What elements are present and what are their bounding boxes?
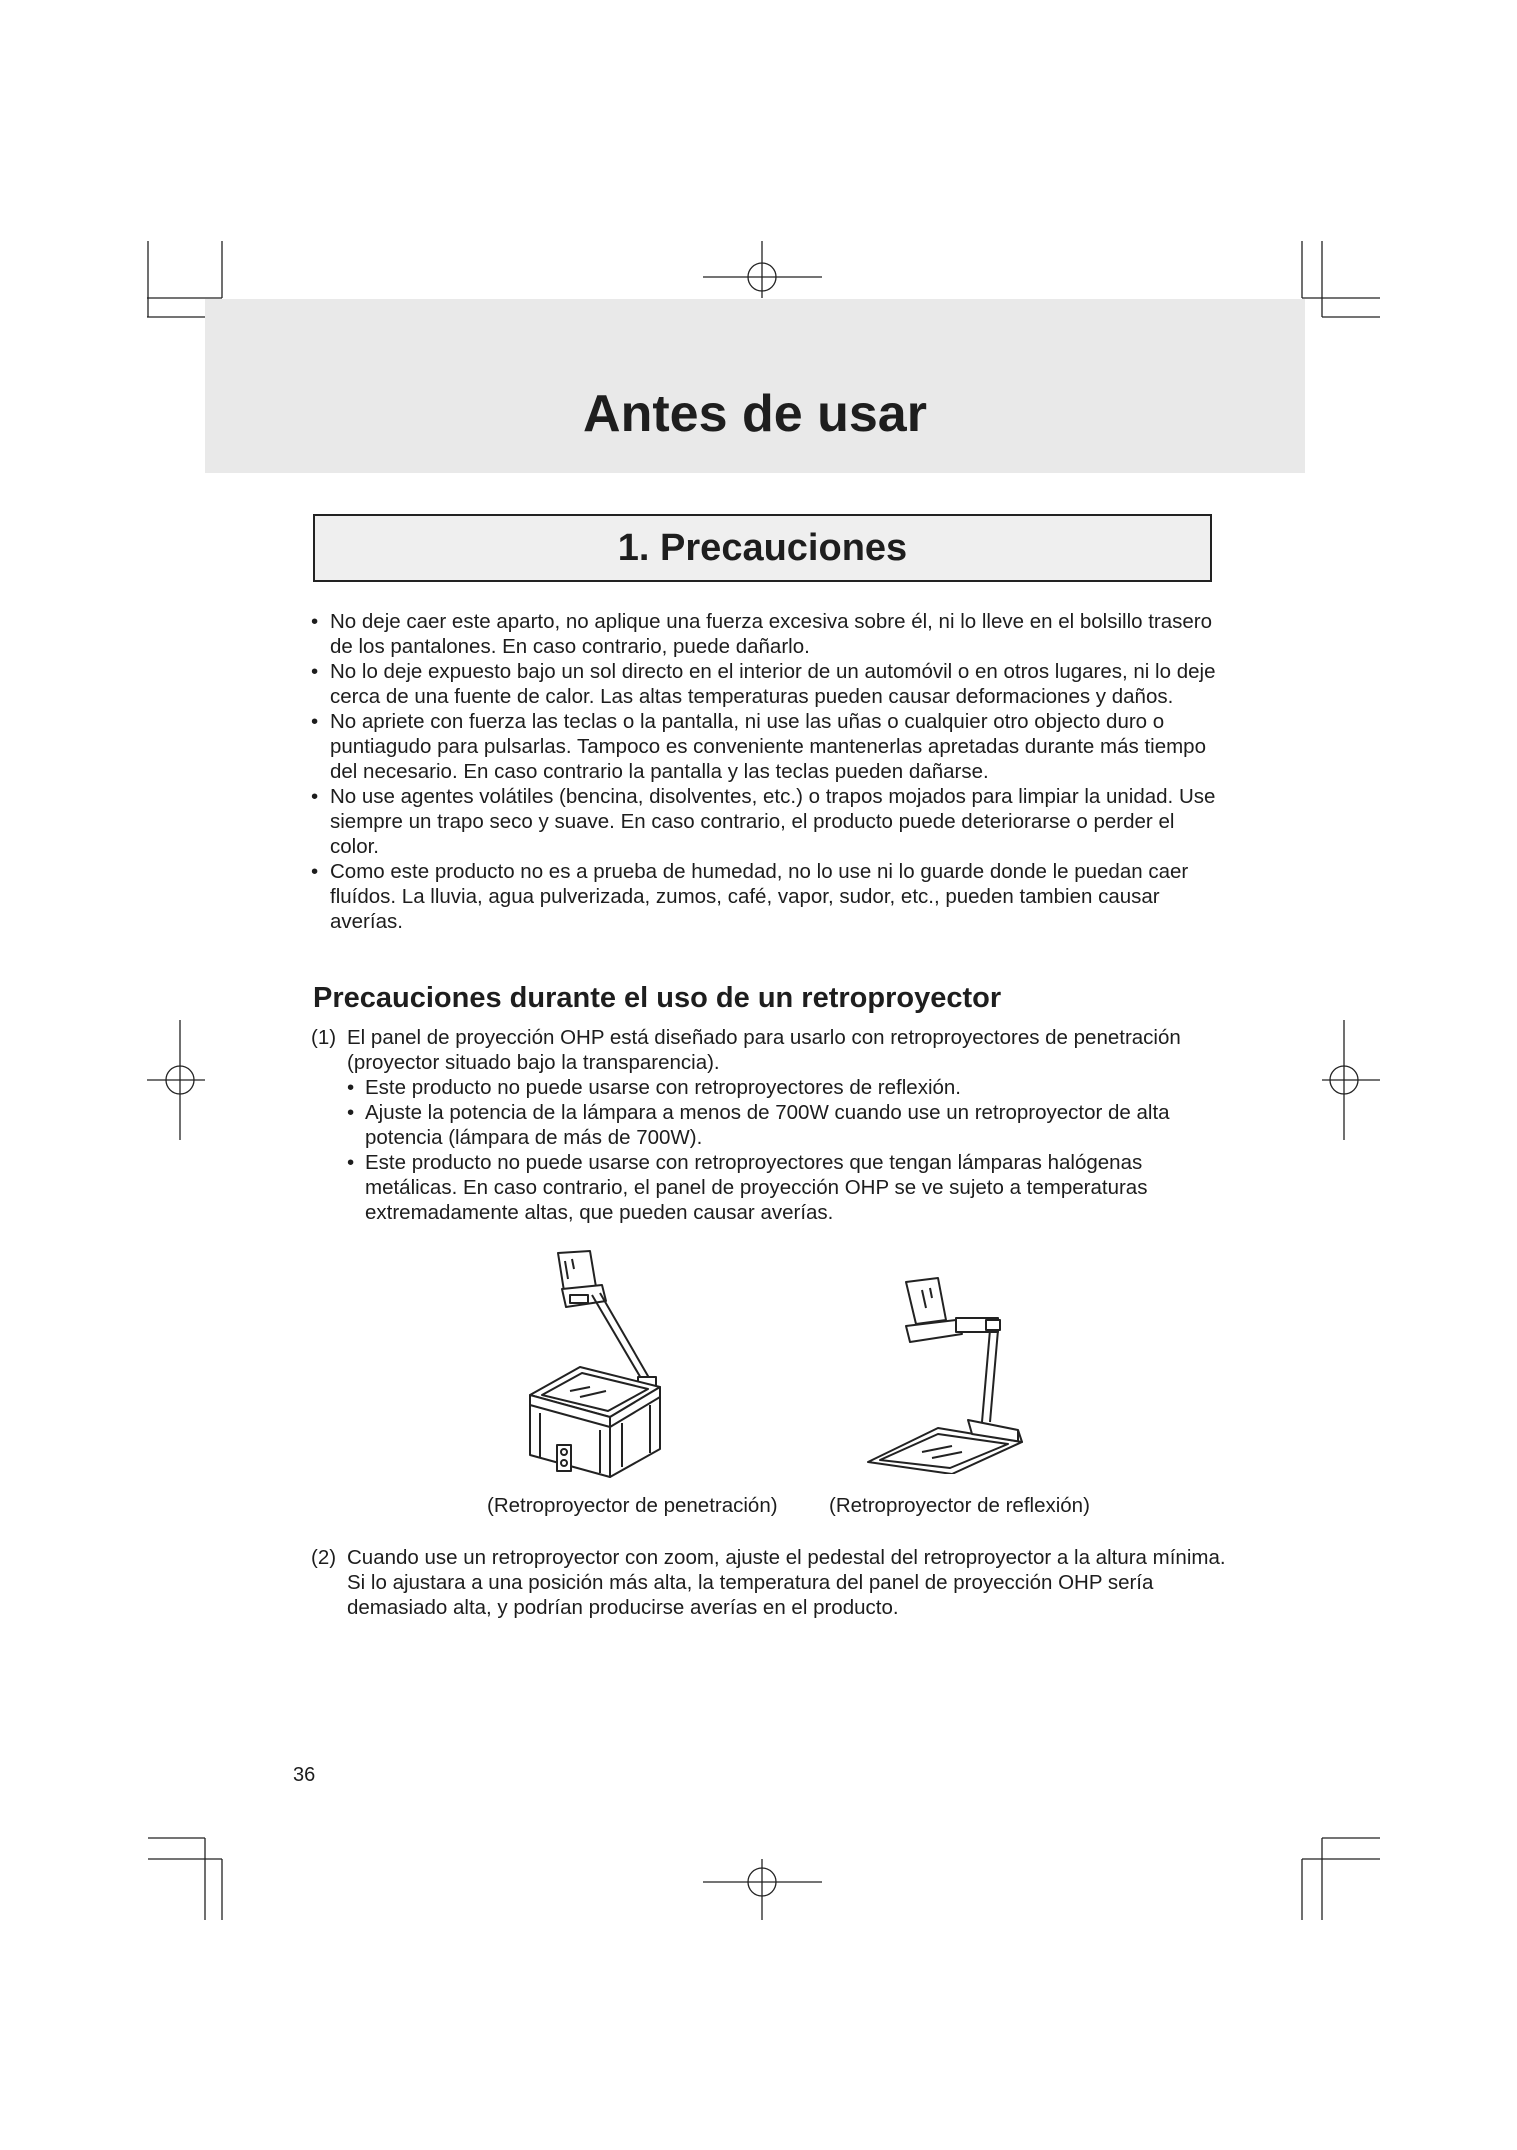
item-text: Si lo ajustara a una posición más alta, la temperatura del panel de proyección OHP sería demasiado alta, y podrían producirse averías en el producto. [347, 1571, 1154, 1619]
item-text: Cuando use un retroproyector con zoom, ajuste el pedestal del retroproyector a la altura mínima. [347, 1546, 1226, 1569]
caption-reflection: (Retroproyector de reflexión) [829, 1494, 1090, 1517]
list-item [309, 859, 1229, 934]
list-item-text: No apriete con fuerza las teclas o la pantalla, ni use las uñas o cualquier otro objecto duro o puntiagudo para pulsarlas. Tampoco es conveniente mantenerlas apretadas durante más tiempo del necesario. En caso contrario la pantalla y las teclas pueden dañarse. [330, 710, 1206, 783]
section-title: 1. Precauciones [617, 527, 908, 569]
list-item [309, 784, 1229, 859]
bullet-icon: • [347, 1101, 355, 1124]
list-item-text: Como este producto no es a prueba de humedad, no lo use ni lo guarde donde le puedan caer fluídos. La lluvia, agua pulverizada, zumos, café, vapor, sudor, etc., pueden tambien causar averías. [330, 860, 1189, 933]
caption-penetration: (Retroproyector de penetración) [487, 1494, 778, 1517]
bullet-icon: • [347, 1151, 355, 1174]
bullet-icon: • [311, 860, 319, 883]
list-item-text: No deje caer este aparto, no aplique una fuerza excesiva sobre él, ni lo lleve en el bolsillo trasero de los pantalones. En caso contrario, puede dañarlo. [330, 610, 1213, 658]
item-text: El panel de proyección OHP está diseñado para usarlo con retroproyectores de penetración (proyector situado bajo la transparencia). [347, 1026, 1181, 1074]
list-item [309, 659, 1229, 709]
sub-bullet-list [347, 1075, 1231, 1225]
bullet-icon: • [311, 660, 319, 683]
list-item [309, 609, 1229, 659]
list-item-text: Este producto no puede usarse con retroproyectores que tengan lámparas halógenas metálicas. En caso contrario, el panel de proyección OHP se ve sujeto a temperaturas extremadamente altas, que pueden causar averías. [365, 1151, 1148, 1224]
list-item [309, 709, 1229, 784]
list-item [347, 1100, 1231, 1150]
page-title: Antes de usar [583, 385, 927, 443]
numbered-item-1 [311, 1025, 1231, 1225]
list-item-text: Ajuste la potencia de la lámpara a menos de 700W cuando use un retroproyector de alta potencia (lámpara de más de 700W). [365, 1101, 1170, 1149]
list-item-text: No lo deje expuesto bajo un sol directo en el interior de un automóvil o en otros lugares, ni lo deje cerca de una fuente de calor. Las altas temperaturas pueden causar deformaciones y daños. [330, 660, 1216, 708]
list-item [347, 1075, 1231, 1100]
page-number: 36 [293, 1764, 316, 1786]
numbered-item-2 [311, 1545, 1231, 1620]
bullet-icon: • [347, 1076, 355, 1099]
list-item-text: Este producto no puede usarse con retroproyectores de reflexión. [365, 1076, 961, 1099]
precautions-list [309, 609, 1229, 934]
penetration-projector-illustration [510, 1245, 670, 1485]
list-item [347, 1150, 1231, 1225]
reflection-projector-illustration [862, 1262, 1042, 1474]
bullet-icon: • [311, 710, 319, 733]
subsection-heading: Precauciones durante el uso de un retroproyector [313, 982, 1002, 1014]
item-number: (1) [311, 1026, 337, 1049]
item-number: (2) [311, 1546, 337, 1569]
bullet-icon: • [311, 785, 319, 808]
list-item-text: No use agentes volátiles (bencina, disolventes, etc.) o trapos mojados para limpiar la unidad. Use siempre un trapo seco y suave. En caso contrario, el producto puede deteriorarse o perder el color. [330, 785, 1216, 858]
bullet-icon: • [311, 610, 319, 633]
section-header-box [313, 514, 1212, 582]
